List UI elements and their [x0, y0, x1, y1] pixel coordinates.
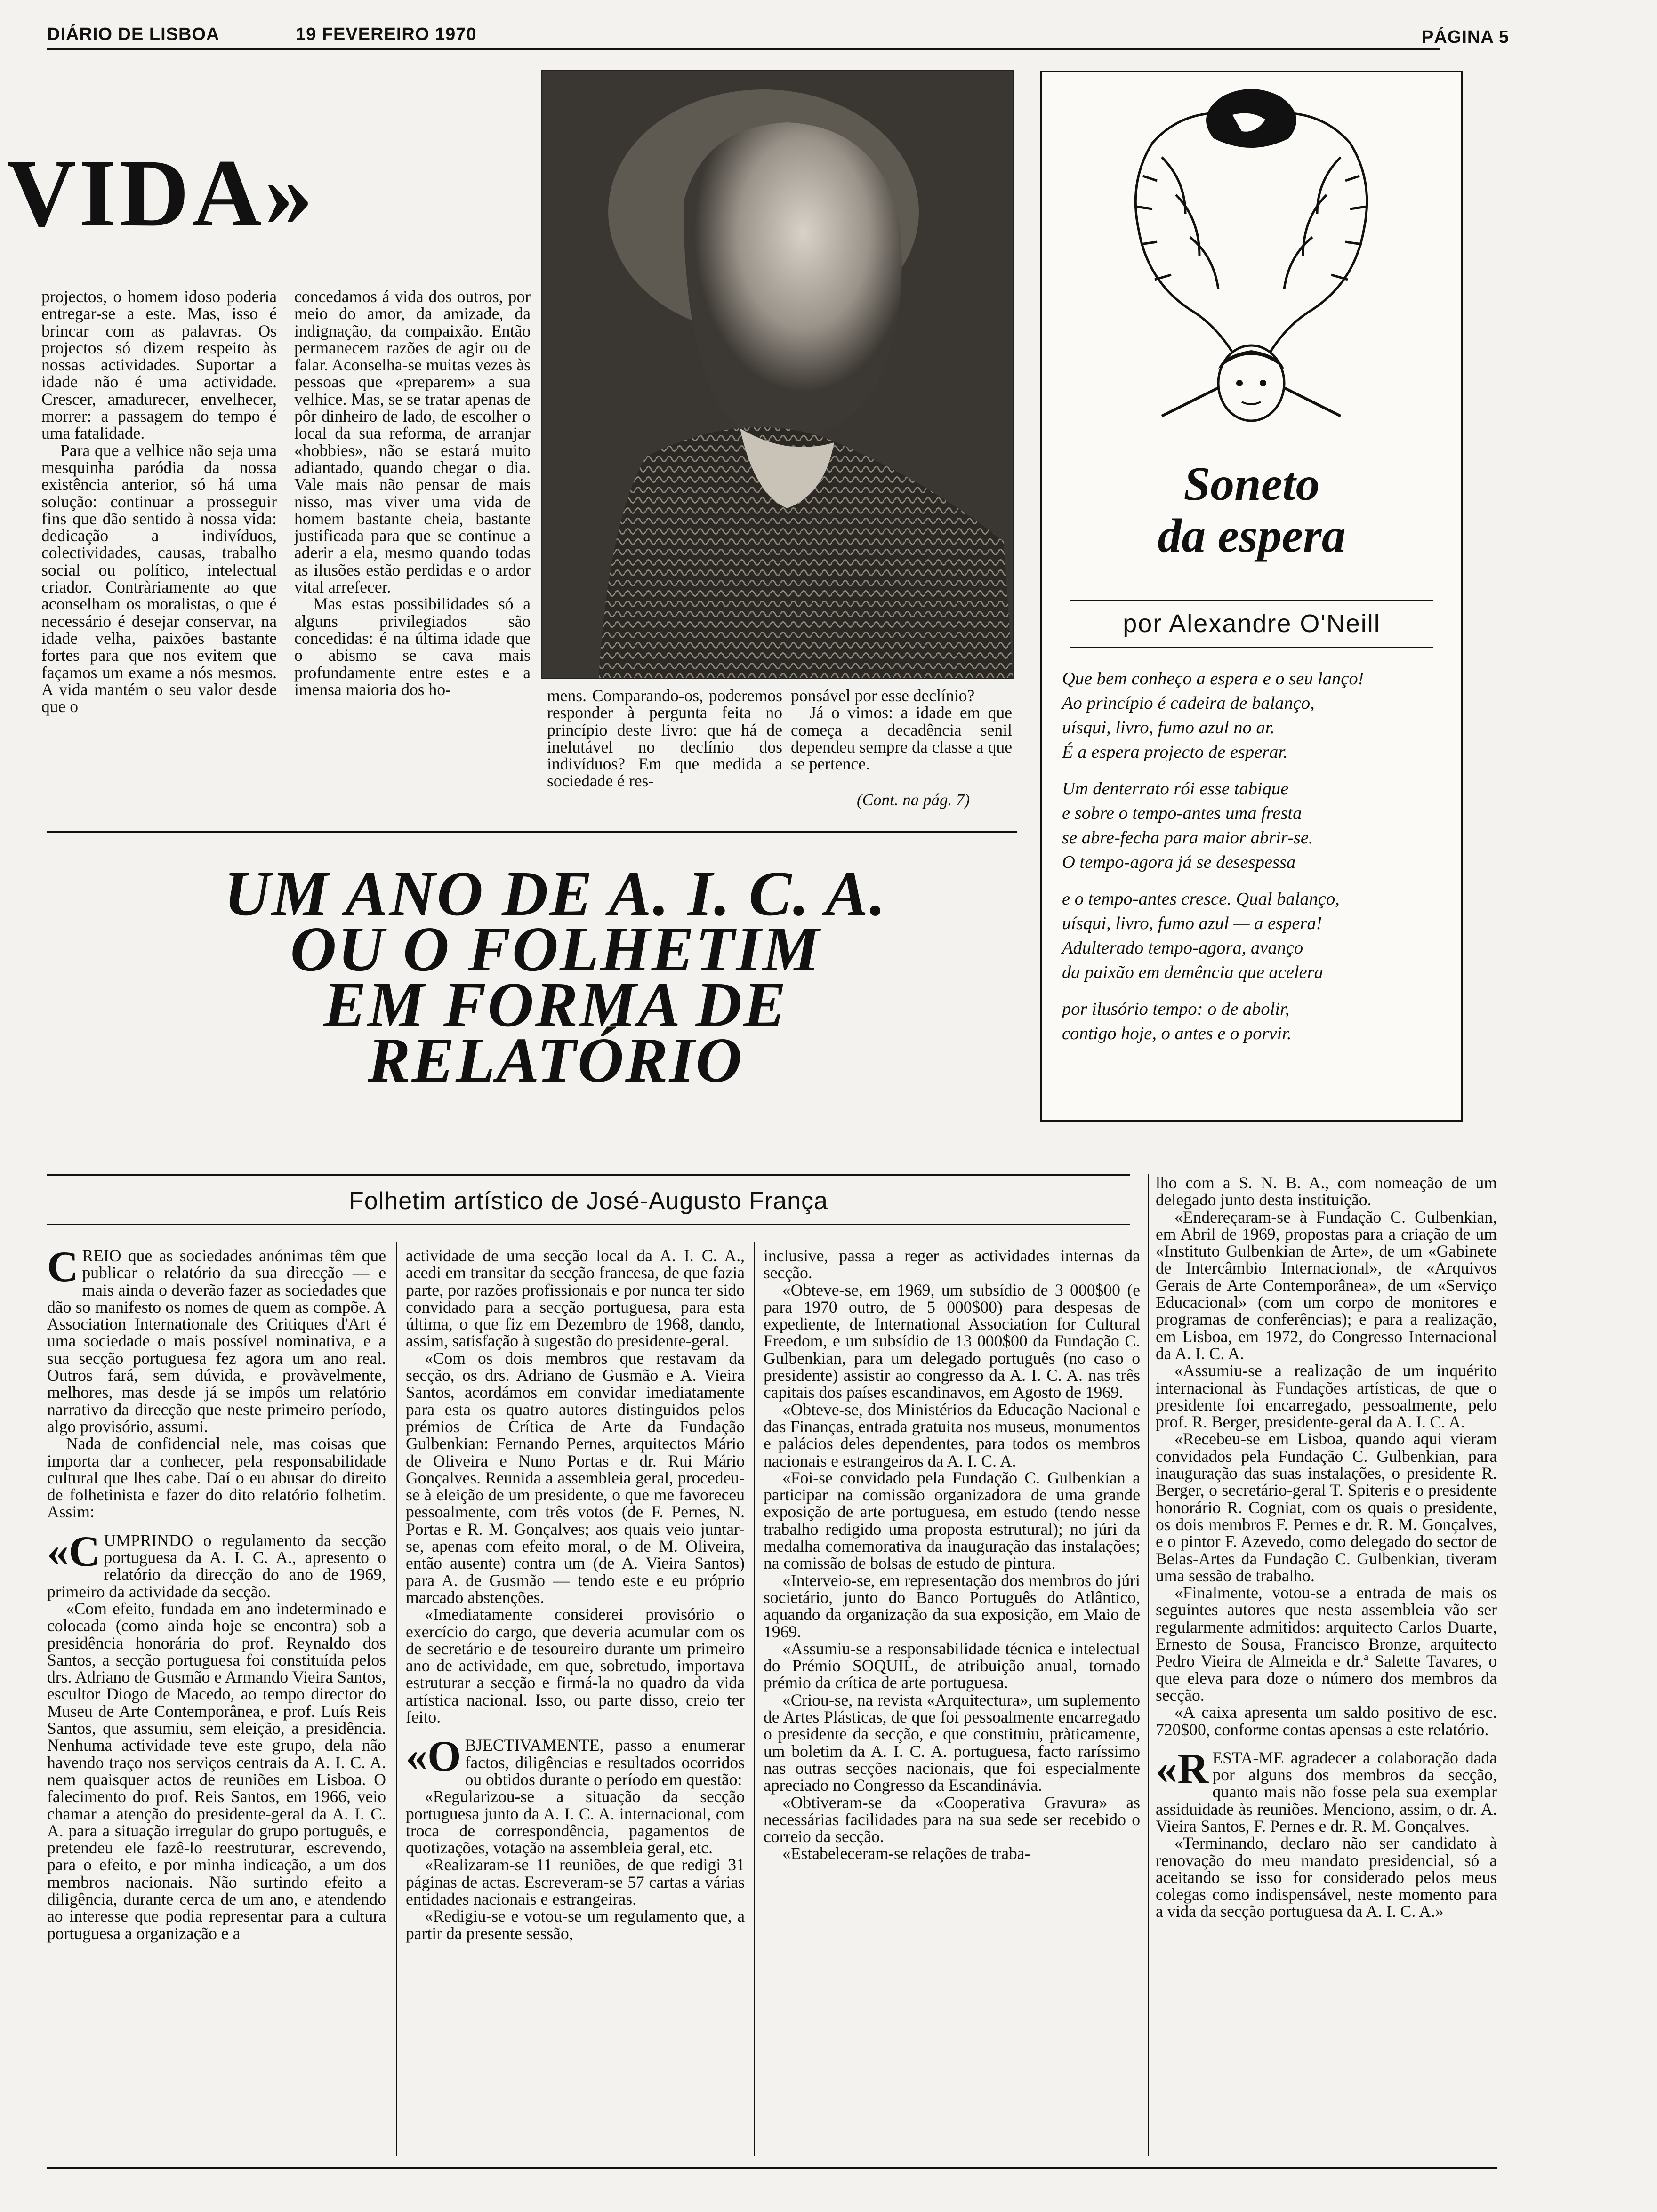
sonnet-stanza-3 — [1062, 887, 1453, 985]
quote-text: BJECTIVAMENTE, passo a enumerar factos, diligências e resultados ocorridos ou obtidos durante o período em questão: — [465, 1736, 745, 1789]
column-rule — [754, 1242, 755, 2156]
aica-col2-para: «Com os dois membros que restavam da secção, os drs. Adriano de Gusmão e A. Vieira Santos, acordámos em convidar imediatamente para esta os quatro autores distinguidos pelos prémios de Crítica de Arte da Fundação Gulbenkian: Fernando Pernes, arquitectos Mário de Oliveira e Nuno Portas e dr. Rui Mário Gonçalves. Reunida a assembleia geral, procedeu-se à eleição de um presidente, o que me favoreceu pessoalmente, com três votos (de F. Pernes, N. Portas e R. M. Gonçalves; aos quais veio juntar-se, apenas com efeito moral, o de M. Oliveira, então ausente) contra um (de A. Vieira Santos) para A. de Gusmão — tendo este e eu próprio marcado abstenções. — [406, 1348, 745, 1607]
vida-column-1 — [41, 288, 277, 808]
aica-lead-para — [47, 1247, 386, 1435]
aica-col3-para: «Foi-se convidado pela Fundação C. Gulbenkian a participar na comissão organizadora de uma grande exposição de arte portuguesa, em estudo (tendo nesse trabalho redigido uma proposta estrutural); no júri da medalha comemorativa da inauguração das instalações; na comissão de bolsas de estudo de pintura. — [764, 1468, 1140, 1573]
drop-cap: «O — [406, 1732, 461, 1780]
verse-line: É a espera projecto de esperar. — [1062, 742, 1288, 762]
lead-text: REIO que as sociedades anónimas têm que publicar o relatório da sua direcção — e mais ainda o deverão fazer as sociedades que dão so manifesto os nomes de quem as compõe. A Association Internationale des Critiques d'Art é uma sociedade o mais possível nominativa, e a sua secção portuguesa fez agora um ano real. Outros fará, sem dúvida, e provàvelmente, melhores, mas desde já se impôs um relatório narrativo da direcção que neste primeiro período, algo provisório, assumi. — [47, 1247, 386, 1436]
aica-col1-para: Nada de confidencial nele, mas coisas que importa dar a conhecer, pela responsabilidade cultural que lhes cabe. Daí o eu abusar do direito de folhetinista e fazer do dito relatório folhetim. Assim: — [47, 1434, 386, 1522]
newspaper-name: DIÁRIO DE LISBOA — [47, 24, 220, 44]
aica-headline-line: OU O FOLHETIM — [290, 914, 821, 985]
vida-col2-para: concedamos á vida dos outros, por meio do amor, da amizade, da indignação, da compaixão. Então permanecem razões de agir ou de falar. Aconselha-se muitas vezes às pessoas que «preparem» a sua velhice. Mas, se se tratar apenas de pôr dinheiro de lado, de escolher o local da sua reforma, de arranjar «hobbies», não se estará muito adiantado, quando chegar o dia. Vale mais não pensar de mais nisso, mas viver uma vida de homem bastante cheia, bastante justificada para que se continue a aderir a ela, mesmo quando todas as ilusões estão perdidas e o ardor vital arrefecer. — [294, 288, 531, 597]
aica-col3-para: «Criou-se, na revista «Arquitectura», um suplemento de Artes Plásticas, de que foi pessoalmente encarregado o presidente da secção, e que constituiu, pràticamente, um boletim da A. I. C. A. portuguesa, facto raríssimo nas outras secções nacionais, que foi especialmente apreciado no Congresso da Escandinávia. — [764, 1690, 1140, 1795]
aica-headline — [155, 858, 956, 1096]
aica-col2-para: «Redigiu-se e votou-se um regulamento que, a partir da presente sessão, — [406, 1907, 745, 1943]
aica-col2-para: actividade de uma secção local da A. I. C. A., acedi em transitar da secção francesa, de que fazia parte, por razões profissionais e por nunca ter sido convidado para a secção portuguesa, para esta última, o que fiz em Dezembro de 1968, dando, assim, satisfação à sugestão do presidente-geral. — [406, 1247, 745, 1351]
aica-col3-para: «Obteve-se, em 1969, um subsídio de 3 000$00 (e para 1970 outro, de 5 000$00) para despesas de expediente, de International Association for Cultural Freedom, e um subsídio de 13 000$00 da Fundação C. Gulbenkian, para um delegado português (no caso o presidente) assistir ao congresso da A. I. C. A. nas três capitais dos países escandinavos, em Agosto de 1969. — [764, 1280, 1140, 1402]
aica-quote-para — [47, 1527, 386, 1601]
verse-line: uísqui, livro, fumo azul no ar. — [1062, 718, 1275, 737]
sonnet-box — [1040, 71, 1463, 1122]
verse-line: Ao princípio é cadeira de balanço, — [1062, 693, 1315, 713]
aica-col3-para: «Estabeleceram-se relações de traba- — [782, 1844, 1030, 1863]
aica-column-1 — [47, 1247, 386, 2158]
verse-line: Um denterrato rói esse tabique — [1062, 779, 1289, 799]
sonnet-verses — [1062, 666, 1453, 1058]
portrait-photo-svg — [542, 71, 1013, 678]
verse-line: por ilusório tempo: o de abolir, — [1062, 999, 1290, 1019]
issue-date: 19 FEVEREIRO 1970 — [296, 24, 477, 44]
byline-rule-bottom — [47, 1224, 1130, 1225]
section-rule — [47, 831, 1017, 833]
drop-cap: «C — [47, 1527, 100, 1575]
verse-line: da paixão em demência que acelera — [1062, 962, 1323, 982]
vida-col3-para: mens. Comparando-os, poderemos responder à pergunta feita no princípio deste livro: que há de inelutável no declínio dos indivíduos? Em que medida a sociedade é res- — [547, 687, 782, 791]
footer-rule — [47, 2167, 1497, 2169]
aica-col3-para: «Obteve-se, dos Ministérios da Educação Nacional e das Finanças, entrada gratuita nos museus, monumentos e palácios deles dependentes, para todos os membros nacionais e estrangeiros da A. I. C. A. — [764, 1400, 1140, 1470]
aica-col4-para: lho com a S. N. B. A., com nomeação de um delegado junto desta instituição. — [1156, 1174, 1497, 1210]
quote-text: ESTA-ME agradecer a colaboração dada por alguns dos membros da secção, quanto mais não fosse pela sua exemplar assiduidade às reuniões. Menciono, assim, o dr. A. Vieira Santos, F. Pernes e dr. R. M. Gonçalves. — [1156, 1748, 1497, 1835]
aica-column-3 — [764, 1247, 1140, 2158]
verse-line: e o tempo-antes cresce. Qual balanço, — [1062, 889, 1340, 909]
aica-col3-para: «Obtiveram-se da «Cooperativa Gravura» as necessárias facilidades para na sua sede ser recebido o correio da secção. — [764, 1793, 1140, 1846]
aica-col4-para: «Recebeu-se em Lisboa, quando aqui vieram convidados pela Fundação C. Gulbenkian, para inauguração das suas instalações, o presidente R. Berger, o secretário-geral T. Spiteris e o presidente honorário R. Cogniat, com os quais o presidente, os dois membros F. Pernes e dr. R. M. Gonçalves, e o pintor F. Azevedo, como delegado do sector de Belas-Artes da Fundação C. Gulbenkian, tiveram uma sessão de trabalho. — [1156, 1429, 1497, 1585]
aica-headline-line: RELATÓRIO — [368, 1025, 743, 1096]
aica-headline-line: EM FORMA DE — [323, 970, 788, 1040]
portrait-photo — [541, 70, 1014, 679]
aica-quote-para — [1156, 1744, 1497, 1835]
vida-col1-para: projectos, o homem idoso poderia entregar-se a este. Mas, isso é brincar com as palavras. Os projectos só dizem respeito às nossas actividades. Suportar a idade não é uma actividade. Crescer, amadurecer, envelhecer, morrer: a passagem do tempo é uma fatalidade. — [41, 288, 277, 443]
sonnet-author: por Alexandre O'Neill — [1123, 609, 1381, 638]
sonnet-title-line-2: da espera — [1158, 509, 1346, 562]
sonnet-stanza-4 — [1062, 997, 1453, 1046]
vida-col1-para: Para que a velhice não seja uma mesquinha paródia da nossa existência anterior, só há uma solução: continuar a prosseguir fins que dão sentido à nossa vida: dedicação a indivíduos, colectividades, causas, trabalho social ou político, intelectual criador. Contràriamente ao que aconselham os moralistas, o que é necessário é desejar conservar, na idade velha, paixões bastante fortes para que nos evitem que façamos um exame a nós mesmos. A vida mantém o seu valor desde que o — [41, 441, 277, 716]
sonnet-rule — [1070, 600, 1433, 601]
aica-quote-para — [406, 1732, 745, 1789]
aica-col3-para: «Assumiu-se a responsabilidade técnica e intelectual do Prémio SOQUIL, de atribuição anual, tornado prémio da crítica de arte portuguesa. — [764, 1639, 1140, 1692]
feuilleton-byline: Folhetim artístico de José-Augusto França — [349, 1187, 828, 1215]
vida-col4-para: Já o vimos: a idade em que começa a decadência senil dependeu sempre da classe a que se pertence. — [791, 703, 1012, 774]
page-number: PÁGINA 5 — [1422, 27, 1510, 47]
aica-col1-para: «Com efeito, fundada em ano indeterminado e colocada (como ainda hoje se encontra) sob a presidência honorária do prof. Reynaldo dos Santos, a secção portuguesa foi constituída pelos drs. Adriano de Gusmão e Armando Vieira Santos, escultor Diogo de Macedo, ao tempo director do Museu de Arte Contemporânea, e prof. Luís Reis Santos, que assumiu, sem eleição, a presidência. Nenhuma actividade teve este grupo, dela não havendo traço nos serviços centrais da A. I. C. A. nem quaisquer actos de reuniões em Lisboa. O falecimento do prof. Reis Santos, em 1966, veio chamar a atenção do presidente-geral da A. I. C. A. para a situação irregular do grupo português, e pretendeu ele fazê-lo reestruturar, escrevendo, para o efeito, e por minha indicação, a um dos membros nacionais. Não surtindo efeito a diligência, durante cerca de um ano, e atendendo ao interesse que podia representar para a cultura portuguesa a organização e a — [47, 1599, 386, 1943]
sonnet-stanza-2 — [1062, 777, 1453, 874]
quote-text: UMPRINDO o regulamento da secção portuguesa da A. I. C. A., apresento o relatório da direcção do ano de 1969, primeiro da actividade da secção. — [47, 1531, 386, 1601]
vida-headline: VIDA» — [7, 140, 316, 247]
verse-line: O tempo-agora já se desespessa — [1062, 852, 1296, 872]
vida-column-2 — [294, 288, 531, 808]
vida-column-3 — [547, 687, 782, 812]
sonnet-stanza-1 — [1062, 666, 1453, 764]
aica-col4-para: «Endereçaram-se à Fundação C. Gulbenkian, em Abril de 1969, propostas para a criação de um «Instituto Gulbenkian de Arte», de um «Gabinete de Intercâmbio Internacional», de «Arquivos Gerais de Arte Contemporânea», de um «Serviço Educacional» (com um corpo de monitores e programas de conferências); e para a realização, em Lisboa, em 1972, do Congresso Internacional da A. I. C. A. — [1156, 1207, 1497, 1363]
verse-line: Adulterado tempo-agora, avanço — [1062, 938, 1303, 958]
column-rule — [1148, 1174, 1149, 2156]
aica-col3-para: «Interveio-se, em representação dos membros do júri societário, junto do Banco Português do Atlântico, aquando da organização da sua exposição, em Maio de 1969. — [764, 1571, 1140, 1641]
aica-col2-para: «Imediatamente considerei provisório o exercício do cargo, que deveria acumular com os de secretário e de tesoureiro durante um primeiro ano de actividade, em que, sobretudo, importava estruturar a secção e firmá-la no quadro da vida artística nacional. Isso, ou parte disso, creio ter feito. — [406, 1605, 745, 1727]
aica-col3-para: inclusive, passa a reger as actividades internas da secção. — [764, 1247, 1140, 1282]
aica-col4-para: «Assumiu-se a realização de um inquérito internacional às Fundações artísticas, de que o presidente foi encarregado, pessoalmente, pelo prof. R. Berger, presidente-geral da A. I. C. A. — [1156, 1361, 1497, 1432]
drop-cap: «R — [1156, 1744, 1209, 1793]
aica-column-2 — [406, 1247, 745, 2158]
drop-cap: C — [47, 1247, 79, 1290]
header-rule — [47, 48, 1440, 50]
aica-col4-para: «A caixa apresenta um saldo positivo de esc. 720$00, conforme contas apensas a este relatório. — [1156, 1703, 1497, 1739]
verse-line: contigo hoje, o antes e o porvir. — [1062, 1024, 1292, 1043]
aica-col4-para: «Terminando, declaro não ser candidato à renovação do meu mandato presidencial, só a aceitando se isso for considerado pelos meus colegas como indispensável, neste momento para a vida da secção portuguesa da A. I. C. A.» — [1156, 1834, 1497, 1921]
aica-col2-para: «Regularizou-se a situação da secção portuguesa junto da A. I. C. A. internacional, com troca de correspondência, pagamentos de quotizações, votação na assembleia geral, etc. — [406, 1787, 745, 1858]
sonnet-rule — [1070, 647, 1433, 648]
byline-rule-top — [47, 1174, 1130, 1176]
verse-line: se abre-fecha para maior abrir-se. — [1062, 828, 1313, 848]
aica-headline-line: UM ANO DE A. I. C. A. — [224, 858, 887, 929]
aica-col4-para: «Finalmente, votou-se a entrada de mais os seguintes autores que nesta assembleia vão ser regularmente admitidos: arquitecto Carlos Duarte, Ernesto de Sousa, Francisco Bronze, arquitecto Pedro Vieira de Almeida e dr.ª Salette Tavares, o que eleva para doze o número dos membros da secção. — [1156, 1583, 1497, 1705]
verse-line: Que bem conheço a espera e o seu lanço! — [1062, 669, 1364, 689]
sonnet-title-line-1: Soneto — [1183, 457, 1320, 511]
aica-column-4 — [1156, 1174, 1497, 2158]
aica-col2-para: «Realizaram-se 11 reuniões, de que redigi 31 páginas de actas. Escreveram-se 57 cartas a várias entidades nacionais e estrangeiras. — [406, 1855, 745, 1908]
verse-line: uísqui, livro, fumo azul — a espera! — [1062, 914, 1322, 933]
verse-line: e sobre o tempo-antes uma fresta — [1062, 803, 1302, 823]
vida-column-4 — [791, 687, 1012, 800]
vida-col2-para: Mas estas possibilidades só a alguns privilegiados são concedidas: é na última idade que o abismo se cava mais profundamente entre estes e a imensa maioria dos ho- — [294, 594, 531, 699]
continuation-note: (Cont. na pág. 7) — [857, 791, 970, 809]
column-rule — [396, 1242, 397, 2156]
angel-illustration — [1044, 87, 1458, 435]
vida-col4-para: ponsável por esse declínio? — [791, 687, 975, 705]
